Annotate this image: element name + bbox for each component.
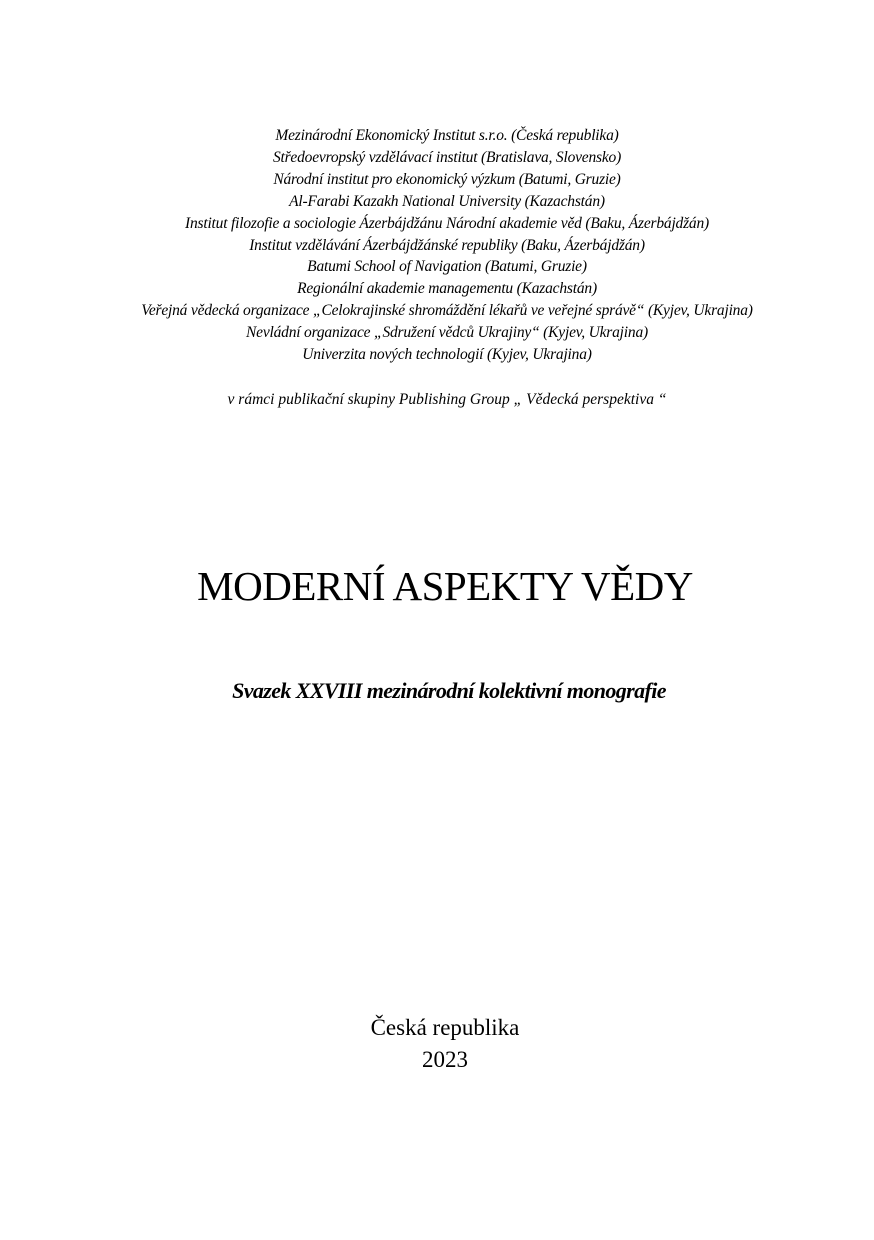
place-of-publication: Česká republika <box>370 1015 520 1040</box>
institution-line: Regionální akademie managementu (Kazachstán) <box>297 280 597 298</box>
book-title: MODERNÍ ASPEKTY VĚDY <box>197 563 693 609</box>
institutions-list <box>0 125 874 366</box>
institution-line: Institut filozofie a sociologie Ázerbájdžánu Národní akademie věd (Baku, Ázerbájdžán) <box>185 214 709 232</box>
institution-line: Univerzita nových technologií (Kyjev, Ukrajina) <box>302 346 592 364</box>
institution-line: Veřejná vědecká organizace „Celokrajinské shromáždění lékařů ve veřejné správě“ (Kyjev, Ukrajina) <box>141 302 753 320</box>
institution-line: Batumi School of Navigation (Batumi, Gruzie) <box>307 258 587 276</box>
publication-year: 2023 <box>422 1047 468 1072</box>
institution-line: Mezinárodní Ekonomický Institut s.r.o. (Česká republika) <box>275 127 619 144</box>
institution-line: Národní institut pro ekonomický výzkum (Batumi, Gruzie) <box>273 170 621 188</box>
book-subtitle: Svazek XXVIII mezinárodní kolektivní monografie <box>232 678 666 703</box>
institution-line: Institut vzdělávání Ázerbájdžánské republiky (Baku, Ázerbájdžán) <box>249 236 645 254</box>
institution-line: Středoevropský vzdělávací institut (Bratislava, Slovensko) <box>272 148 622 166</box>
institution-line: Nevládní organizace „Sdružení vědců Ukrajiny“ (Kyjev, Ukrajina) <box>246 324 648 342</box>
imprint <box>0 1012 874 1076</box>
publishing-group-line: v rámci publikační skupiny Publishing Group „ Vědecká perspektiva “ <box>227 391 667 408</box>
institution-line: Al-Farabi Kazakh National University (Kazachstán) <box>289 192 605 210</box>
